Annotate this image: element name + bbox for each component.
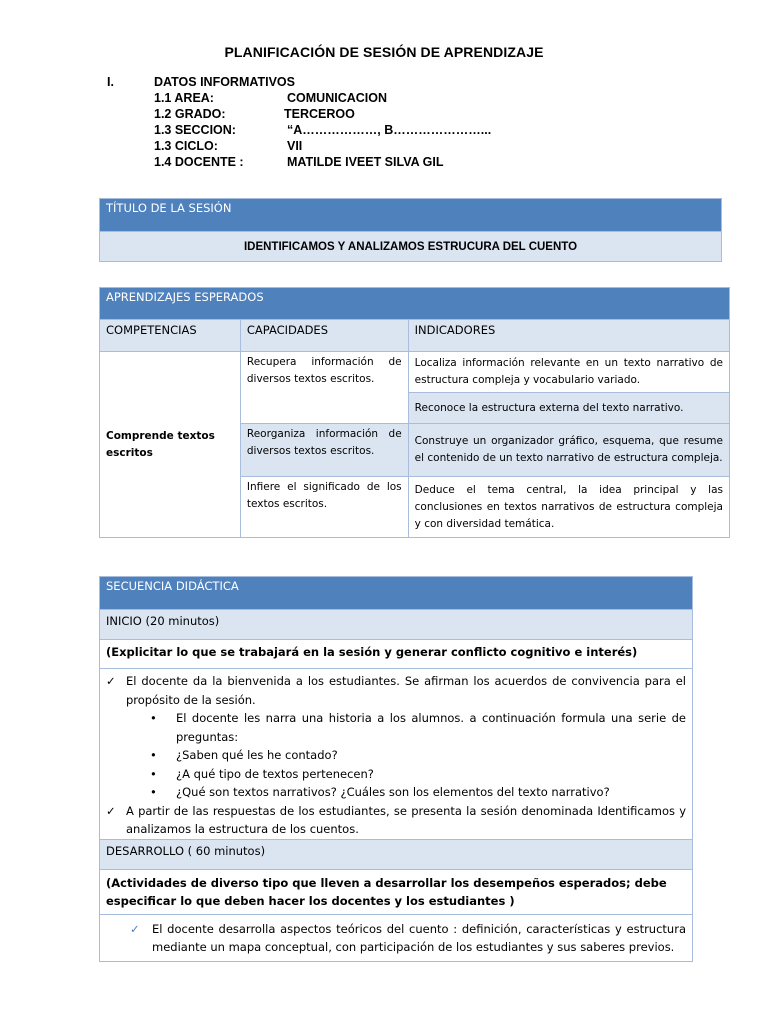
bullet-icon: •: [150, 711, 157, 725]
aprendizajes-table: [99, 287, 730, 538]
inicio-content: [100, 669, 693, 840]
titulo-sesion-value: IDENTIFICAMOS Y ANALIZAMOS ESTRUCURA DEL CUENTO: [100, 232, 722, 262]
check-icon: ✓: [130, 921, 140, 936]
desarrollo-content: [100, 914, 693, 961]
info-label: 1.3 CICLO:: [154, 139, 218, 153]
page-title: PLANIFICACIÓN DE SESIÓN DE APRENDIZAJE: [224, 44, 544, 60]
inicio-check-text: A partir de las respuestas de los estudiantes, se presenta la sesión denominada Identificamos y analizamos la estructura de los cuentos.: [126, 803, 686, 836]
bullet-icon: •: [150, 785, 157, 799]
col-capacidades: CAPACIDADES: [240, 320, 408, 352]
inicio-bullet-item: [106, 765, 686, 784]
competencia-cell: [100, 352, 241, 538]
col-competencias: COMPETENCIAS: [100, 320, 241, 352]
aprendizajes-header: APRENDIZAJES ESPERADOS: [100, 288, 730, 320]
capacidad-cell: Infiere el significado de los textos escritos.: [240, 477, 408, 538]
info-value: COMUNICACION: [287, 91, 387, 105]
info-value: TERCEROO: [284, 107, 355, 121]
inicio-bullet-item: [106, 783, 686, 802]
info-value: MATILDE IVEET SILVA GIL: [287, 155, 444, 169]
section-numeral: I.: [107, 75, 114, 89]
inicio-bullet-text: ¿Saben qué les he contado?: [176, 748, 338, 762]
info-label: 1.4 DOCENTE :: [154, 155, 244, 169]
inicio-check-text: El docente da la bienvenida a los estudiantes. Se afirman los acuerdos de convivencia para el propósito de la sesión.: [126, 674, 686, 707]
inicio-bullet-text: El docente les narra una historia a los alumnos. a continuación formula una serie de preguntas:: [176, 711, 686, 744]
bullet-icon: •: [150, 748, 157, 762]
capacidad-cell: Reorganiza información de diversos textos escritos.: [240, 424, 408, 477]
check-icon: ✓: [106, 674, 116, 688]
inicio-bullet-item: [106, 709, 686, 746]
inicio-bullet-item: [106, 746, 686, 765]
indicador-cell: Construye un organizador gráfico, esquema, que resume el contenido de un texto narrativo de estructura compleja.: [408, 424, 729, 477]
bullet-icon: •: [150, 766, 157, 781]
secuencia-table: [99, 576, 693, 962]
info-label: 1.2 GRADO:: [154, 107, 226, 121]
inicio-check-item: [106, 802, 686, 839]
col-indicadores: INDICADORES: [408, 320, 729, 352]
datos-heading: DATOS INFORMATIVOS: [154, 75, 295, 89]
competencia-text: Comprende textos escritos: [106, 429, 215, 459]
indicador-cell: Reconoce la estructura externa del texto narrativo.: [408, 393, 729, 424]
titulo-sesion-table: [99, 198, 722, 262]
desarrollo-check-item: [106, 920, 686, 957]
info-value: VII: [287, 139, 303, 153]
inicio-check-item: [106, 672, 686, 709]
inicio-bullet-text: ¿A qué tipo de textos pertenecen?: [176, 766, 374, 781]
desarrollo-label: DESARROLLO ( 60 minutos): [100, 839, 693, 869]
desarrollo-check-text: El docente desarrolla aspectos teóricos del cuento : definición, características y estructura mediante un mapa conceptual, con participación de los estudiantes y sus saberes previos.: [152, 921, 686, 954]
desarrollo-subtitle: (Actividades de diverso tipo que lleven a desarrollar los desempeños esperados; debe especificar lo que deben hacer los docentes y los estudiantes ): [100, 869, 693, 914]
capacidad-cell: Recupera información de diversos textos escritos.: [240, 352, 408, 424]
inicio-bullet-text: ¿Qué son textos narrativos? ¿Cuáles son los elementos del texto narrativo?: [176, 785, 610, 799]
indicador-cell: Deduce el tema central, la idea principal y las conclusiones en textos narrativos de estructura compleja y con diversidad temática.: [408, 477, 729, 538]
inicio-label: INICIO (20 minutos): [100, 610, 693, 640]
info-label: 1.3 SECCION:: [154, 123, 236, 137]
secuencia-header: SECUENCIA DIDÁCTICA: [100, 577, 693, 610]
info-label: 1.1 AREA:: [154, 91, 214, 105]
indicador-cell: Localiza información relevante en un texto narrativo de estructura compleja y vocabulario variado.: [408, 352, 729, 393]
check-icon: ✓: [106, 803, 116, 818]
inicio-subtitle: (Explicitar lo que se trabajará en la sesión y generar conflicto cognitivo e interés): [100, 640, 693, 669]
titulo-sesion-header: TÍTULO DE LA SESIÓN: [100, 199, 722, 232]
info-value: “A………………, B…………………...: [287, 123, 492, 137]
